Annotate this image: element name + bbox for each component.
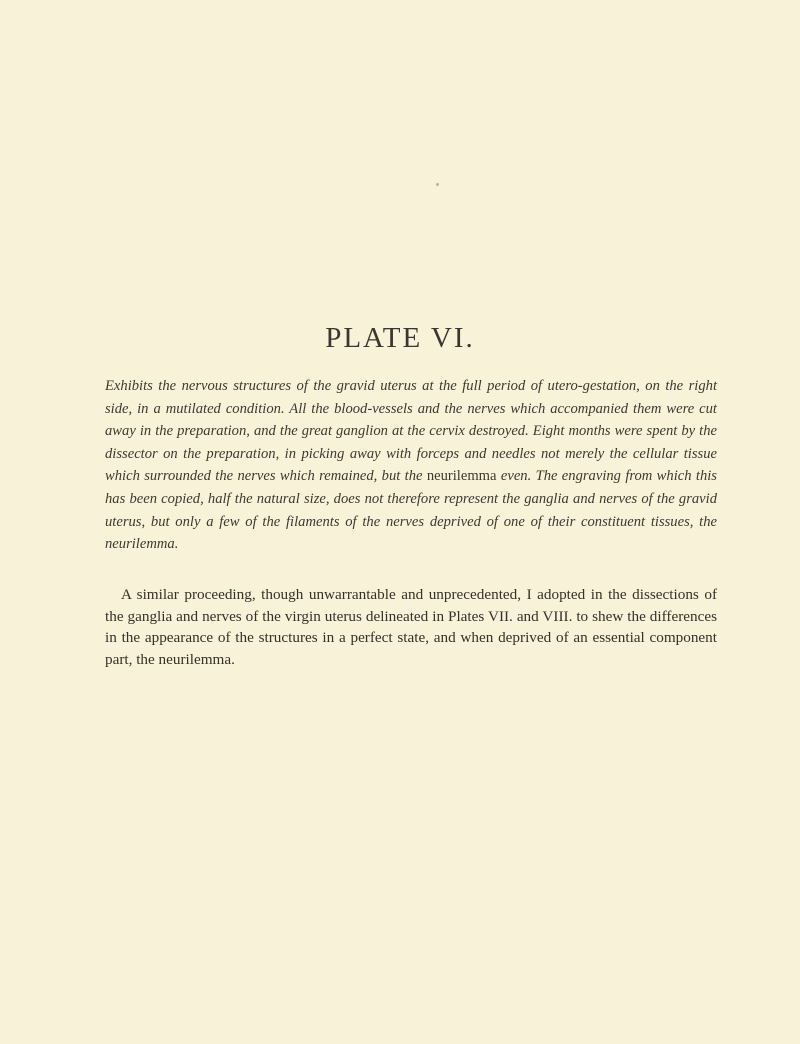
plate-caption <box>105 375 717 556</box>
plate-title: PLATE VI. <box>325 322 475 354</box>
body-paragraph: A similar proceeding, though unwarrantable and unprecedented, I adopted in the dissections of the ganglia and nerves of the virgin uterus delineated in Plates VII. and VIII. to shew the differences in the appearance of the structures in a perfect state, and when deprived of an essential component part, the neurilemma. <box>105 586 717 668</box>
caption-text-1: Exhibits the nervous structures of the gravid uterus at the full period of utero-gestation, on the right side, in a mutilated condition. All the blood-vessels and the nerves which accompanied them were cut away in the preparation, and the great ganglion at the cervix destroyed. Eight months were spent by the dissector on the preparation, in picking away with forceps and needles not merely the cellular tissue which surrounded the nerves which remained, but the <box>105 378 717 485</box>
caption-roman-word: neurilemma <box>426 468 497 485</box>
caption-text-2: even. The engraving from which this has been copied, half the natural size, does not therefore represent the ganglia and nerves of the gravid uterus, but only a few of the filaments of the nerves deprived of one of their constituent tissues, the neurilemma. <box>105 468 717 553</box>
paper-speck <box>436 183 439 186</box>
